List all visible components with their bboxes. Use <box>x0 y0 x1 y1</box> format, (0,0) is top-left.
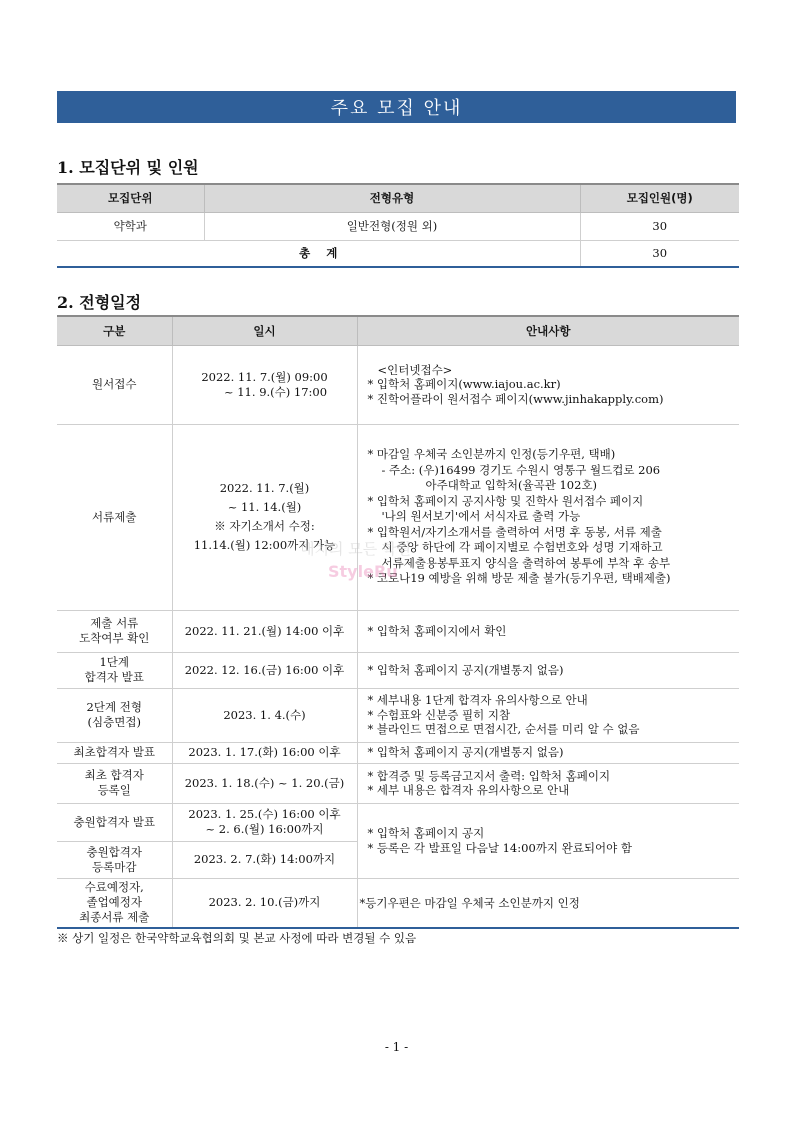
type-cell: 일반전형(정원 외) <box>204 212 580 240</box>
category-line: 등록일 <box>97 783 131 797</box>
date-cell: 2022. 12. 16.(금) 16:00 이후 <box>172 652 357 688</box>
category-line: (심층면접) <box>87 715 141 729</box>
table-row <box>57 610 739 652</box>
col-header-info: 안내사항 <box>357 316 739 345</box>
main-title: 주요 모집 안내 <box>330 98 463 119</box>
date-cell: 2023. 1. 4.(수) <box>172 688 357 742</box>
category-cell <box>57 610 172 652</box>
main-title-banner <box>57 91 736 123</box>
footnote: ※ 상기 일정은 한국약학교육협의회 및 본교 사정에 따라 변경될 수 있음 <box>57 931 417 945</box>
date-cell: 2023. 1. 18.(수) ~ 1. 20.(금) <box>172 763 357 803</box>
category-line: 수료예정자, <box>84 880 144 895</box>
page-number: - 1 - <box>384 1040 409 1054</box>
category-line: 충원합격자 <box>86 844 143 859</box>
info-line: * 입학원서/자기소개서를 출력하여 서명 후 동봉, 서류 제출 <box>367 524 662 539</box>
category-cell <box>57 841 172 878</box>
info-line: 아주대학교 입학처(율곡관 102호) <box>425 478 598 493</box>
date-line: 2022. 11. 7.(월) 09:00 <box>201 369 328 384</box>
table-row <box>57 652 739 688</box>
info-line: * 세부 내용은 합격자 유의사항으로 안내 <box>367 783 570 797</box>
section1-heading: 1. 모집단위 및 인원 <box>57 158 199 177</box>
info-cell <box>357 688 739 742</box>
info-line: * 수험표와 신분증 필히 지참 <box>367 707 511 722</box>
table-row <box>57 345 739 424</box>
info-cell: *등기우편은 마감일 우체국 소인분까지 인정 <box>357 878 739 928</box>
date-line: 11.14.(월) 12:00까지 가능 <box>193 538 336 552</box>
unit-cell: 약학과 <box>57 212 204 240</box>
date-cell: 2022. 11. 21.(월) 14:00 이후 <box>172 610 357 652</box>
col-header-date: 일시 <box>172 316 357 345</box>
date-line: 2023. 1. 25.(수) 16:00 이후 <box>188 807 341 821</box>
info-cell <box>357 763 739 803</box>
category-cell <box>57 878 172 928</box>
category-line: 졸업예정자 <box>86 895 143 910</box>
table-row <box>57 763 739 803</box>
date-cell <box>172 424 357 610</box>
total-label: 총 계 <box>57 240 580 267</box>
total-count: 30 <box>580 240 739 267</box>
info-cell <box>357 424 739 610</box>
category-line: 합격자 발표 <box>84 670 144 684</box>
info-line: * 입학처 홈페이지 공지 <box>367 826 485 840</box>
table-row <box>57 424 739 610</box>
quota-table <box>57 183 739 268</box>
info-line: '나의 원서보기'에서 서식자료 출력 가능 <box>381 509 581 524</box>
category-line: 최초 합격자 <box>84 768 144 782</box>
category-line: 1단계 <box>99 655 130 669</box>
info-line: * 합격증 및 등록금고지서 출력: 입학처 홈페이지 <box>367 768 611 783</box>
info-cell: * 입학처 홈페이지에서 확인 <box>357 610 739 652</box>
date-line: ~ 2. 6.(월) 16:00까지 <box>205 822 324 836</box>
category-cell: 충원합격자 발표 <box>57 803 172 841</box>
date-line: ~ 11. 9.(수) 17:00 <box>223 384 328 399</box>
date-line: 2022. 11. 7.(월) <box>219 481 310 495</box>
category-cell <box>57 652 172 688</box>
info-line: * 등록은 각 발표일 다음날 14:00까지 완료되어야 함 <box>367 840 632 855</box>
info-line: 서류제출용봉투표지 양식을 출력하여 봉투에 부착 후 송부 <box>381 555 671 570</box>
date-line: ※ 자기소개서 수정: <box>214 519 315 533</box>
category-line: 2단계 전형 <box>86 700 142 714</box>
info-line: * 코로나19 예방을 위해 방문 제출 불가(등기우편, 택배제출) <box>367 571 671 586</box>
table-row <box>57 212 739 240</box>
info-line: <인터넷접수> <box>377 362 453 377</box>
col-header-type: 전형유형 <box>204 184 580 212</box>
date-cell <box>172 345 357 424</box>
category-cell: 최초합격자 발표 <box>57 742 172 763</box>
date-cell <box>172 803 357 841</box>
table-row <box>57 688 739 742</box>
info-line: 시 중앙 하단에 각 페이지별로 수험번호와 성명 기재하고 <box>381 540 663 555</box>
info-cell <box>357 803 739 878</box>
category-cell: 원서접수 <box>57 345 172 424</box>
date-cell: 2023. 2. 7.(화) 14:00까지 <box>172 841 357 878</box>
category-line: 최종서류 제출 <box>79 910 150 925</box>
section2-heading: 2. 전형일정 <box>57 293 142 312</box>
category-line: 등록마감 <box>92 859 137 874</box>
category-line: 제출 서류 <box>90 616 139 630</box>
category-cell <box>57 688 172 742</box>
info-cell: * 입학처 홈페이지 공지(개별통지 없음) <box>357 652 739 688</box>
date-cell: 2023. 1. 17.(화) 16:00 이후 <box>172 742 357 763</box>
watermark-logo: StyleRu <box>328 562 398 581</box>
table-row <box>57 878 739 928</box>
count-cell: 30 <box>580 212 739 240</box>
category-line: 도착여부 확인 <box>79 631 150 645</box>
schedule-table <box>57 315 739 929</box>
info-line: * 블라인드 면접으로 면접시간, 순서를 미리 알 수 없음 <box>367 722 640 737</box>
info-line: - 주소: (우)16499 경기도 수원시 영통구 월드컵로 206 <box>381 462 661 477</box>
info-line: * 입학처 홈페이지(www.iajou.ac.kr) <box>367 377 561 392</box>
date-cell: 2023. 2. 10.(금)까지 <box>172 878 357 928</box>
col-header-unit: 모집단위 <box>57 184 204 212</box>
info-cell: * 입학처 홈페이지 공지(개별통지 없음) <box>357 742 739 763</box>
category-cell: 서류제출 <box>57 424 172 610</box>
category-cell <box>57 763 172 803</box>
info-line: * 진학어플라이 원서접수 페이지(www.jinhakapply.com) <box>367 391 664 406</box>
col-header-category: 구분 <box>57 316 172 345</box>
table-row <box>57 803 739 841</box>
info-line: * 세부내용 1단계 합격자 유의사항으로 안내 <box>367 693 588 708</box>
info-line: * 마감일 우체국 소인분까지 인정(등기우편, 택배) <box>367 447 616 462</box>
info-cell <box>357 345 739 424</box>
date-line: ~ 11. 14.(월) <box>227 500 302 514</box>
total-row <box>57 240 739 267</box>
watermark-text: 대치의 모든 학원 <box>300 540 411 558</box>
col-header-count: 모집인원(명) <box>580 184 739 212</box>
table-row <box>57 742 739 763</box>
info-line: * 입학처 홈페이지 공지사항 및 진학사 원서접수 페이지 <box>367 493 644 508</box>
